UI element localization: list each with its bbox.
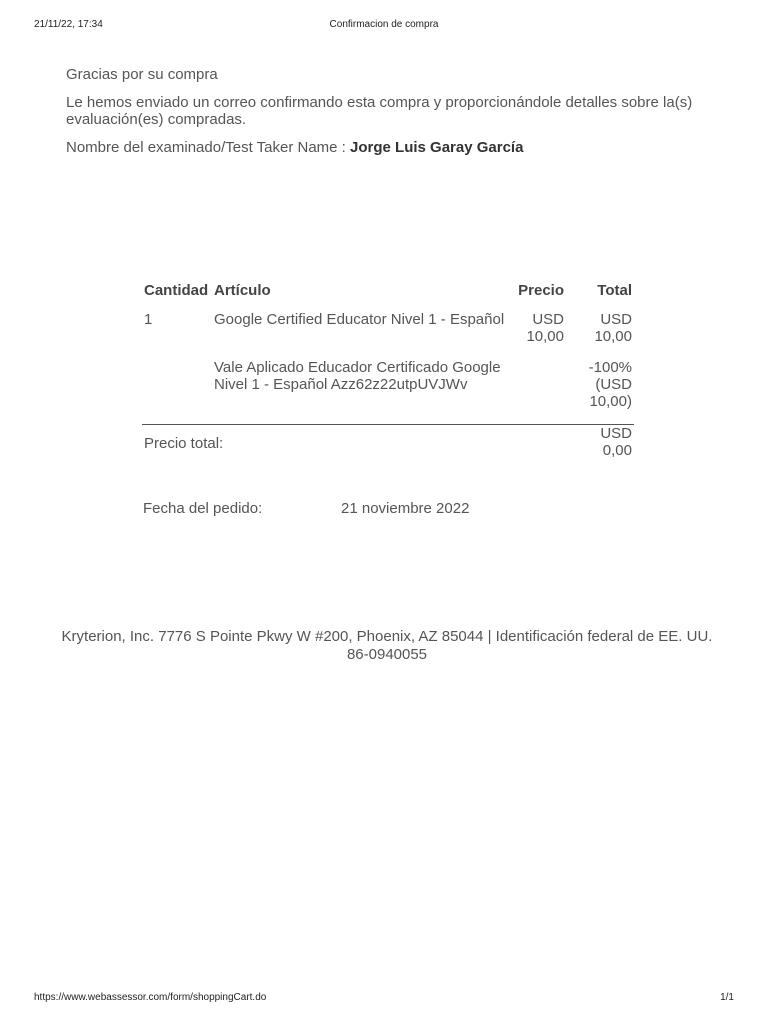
test-taker-name: Jorge Luis Garay García [350,139,524,156]
row-price [510,311,566,359]
row-item: Google Certified Educator Nivel 1 - Español [214,311,505,328]
header-item: Artículo [214,282,271,299]
discount-percent: -100% [588,359,632,376]
header-quantity: Cantidad [144,282,209,299]
price-amount: 10,00 [526,328,564,345]
header-price: Precio [518,282,564,299]
order-date [143,500,469,517]
print-footer [0,992,768,1006]
price-currency: USD [532,311,564,328]
total-row [142,425,634,474]
header-total: Total [597,282,632,299]
print-url: https://www.webassessor.com/form/shoppingCart.do [34,992,267,1003]
row-quantity: 1 [144,311,153,328]
print-page-title: Confirmacion de compra [329,19,439,30]
test-taker-label: Nombre del examinado/Test Taker Name : [66,139,351,156]
table-row [142,359,634,425]
row-price [510,359,566,425]
discount-amount: 10,00) [589,393,632,410]
page-number: 1/1 [720,992,734,1003]
total-price-value [566,425,634,474]
row-discount [566,359,634,425]
row-quantity [142,359,212,425]
row-item: Vale Aplicado Educador Certificado Google Nivel 1 - Español Azz62z22utpUVJWv [214,359,501,393]
confirmation-intro [66,66,716,167]
discount-currency: (USD [595,376,632,393]
table-header-row [142,282,634,311]
row-total [566,311,634,359]
company-footer: Kryterion, Inc. 7776 S Pointe Pkwy W #200, Phoenix, AZ 85044 | Identificación federal de EE. UU. 86-0940055 [61,628,713,663]
total-currency: USD [600,311,632,328]
order-date-label: Fecha del pedido: [143,500,263,517]
print-header [0,19,768,33]
print-datetime: 21/11/22, 17:34 [34,19,103,30]
grand-total-amount: 0,00 [602,442,632,459]
order-date-value: 21 noviembre 2022 [341,500,470,517]
email-confirmation-message: Le hemos enviado un correo confirmando esta compra y proporcionándole detalles sobre la(s) evaluación(es) compradas. [66,94,693,128]
order-items-table [142,282,634,473]
thanks-message: Gracias por su compra [66,66,218,83]
total-spacer [510,425,566,474]
total-amount: 10,00 [594,328,632,345]
total-price-label: Precio total: [142,425,510,474]
table-row [142,311,634,359]
grand-total-currency: USD [600,425,632,442]
test-taker-line [66,139,716,156]
